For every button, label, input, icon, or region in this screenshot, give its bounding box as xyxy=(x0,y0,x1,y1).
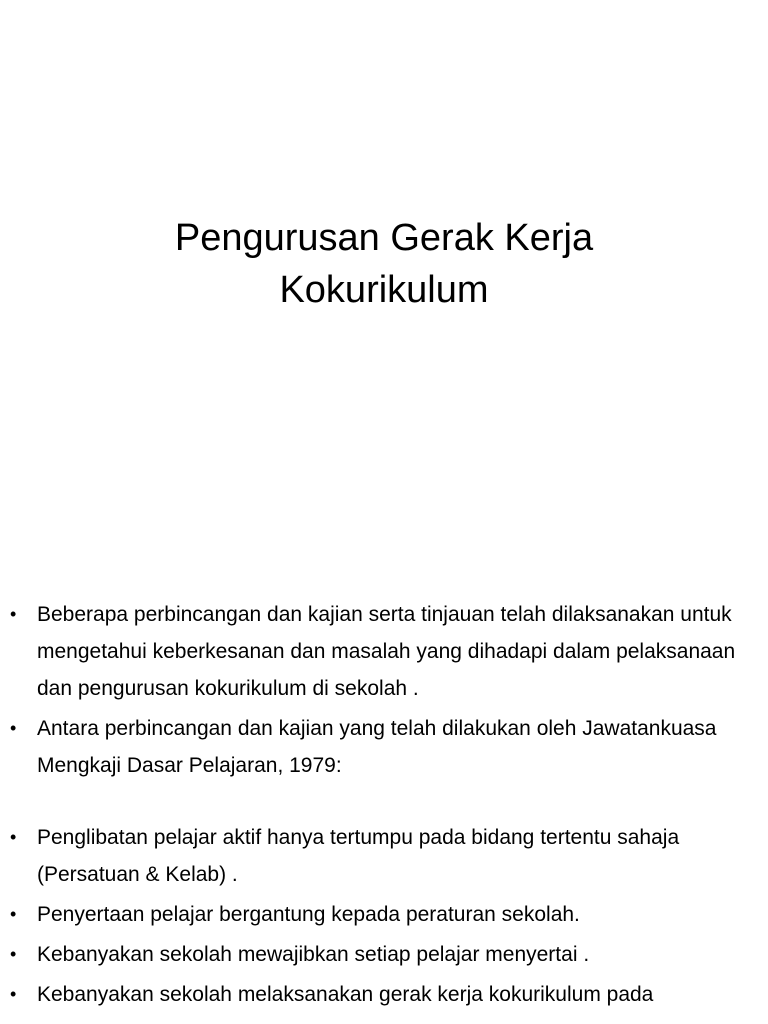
bullet-icon: • xyxy=(10,984,17,1004)
bullet-item-2 xyxy=(0,710,768,784)
slide-title-line-1: Pengurusan Gerak Kerja xyxy=(174,217,594,259)
bullet-icon: • xyxy=(10,827,17,847)
bullet-icon: • xyxy=(10,944,17,964)
bullet-item-1 xyxy=(0,596,768,707)
bullet-text: Penyertaan pelajar bergantung kepada peraturan sekolah. xyxy=(37,903,580,926)
bullet-item-4 xyxy=(0,896,768,933)
bullet-text: Beberapa perbincangan dan kajian serta tinjauan telah dilaksanakan untuk mengetahui keberkesanan dan masalah yang dihadapi dalam pelaksanaan dan pengurusan kokurikulum di sekolah . xyxy=(37,603,736,700)
bullet-text: Antara perbincangan dan kajian yang telah dilakukan oleh Jawatankuasa Mengkaji Dasar Pelajaran, 1979: xyxy=(37,717,717,777)
bullet-icon: • xyxy=(10,718,17,738)
bullet-list xyxy=(0,596,768,1016)
bullet-item-5 xyxy=(0,936,768,973)
bullet-icon: • xyxy=(10,604,17,624)
bullet-text: Kebanyakan sekolah melaksanakan gerak kerja kokurikulum pada xyxy=(37,983,654,1006)
bullet-item-3 xyxy=(0,819,768,893)
bullet-item-6 xyxy=(0,976,768,1013)
bullet-text: Kebanyakan sekolah mewajibkan setiap pelajar menyertai . xyxy=(37,943,590,966)
slide-title-line-2: Kokurikulum xyxy=(279,269,489,311)
bullet-icon: • xyxy=(10,904,17,924)
slide-title xyxy=(0,212,768,316)
bullet-text: Penglibatan pelajar aktif hanya tertumpu pada bidang tertentu sahaja (Persatuan & Kelab) . xyxy=(37,826,680,886)
